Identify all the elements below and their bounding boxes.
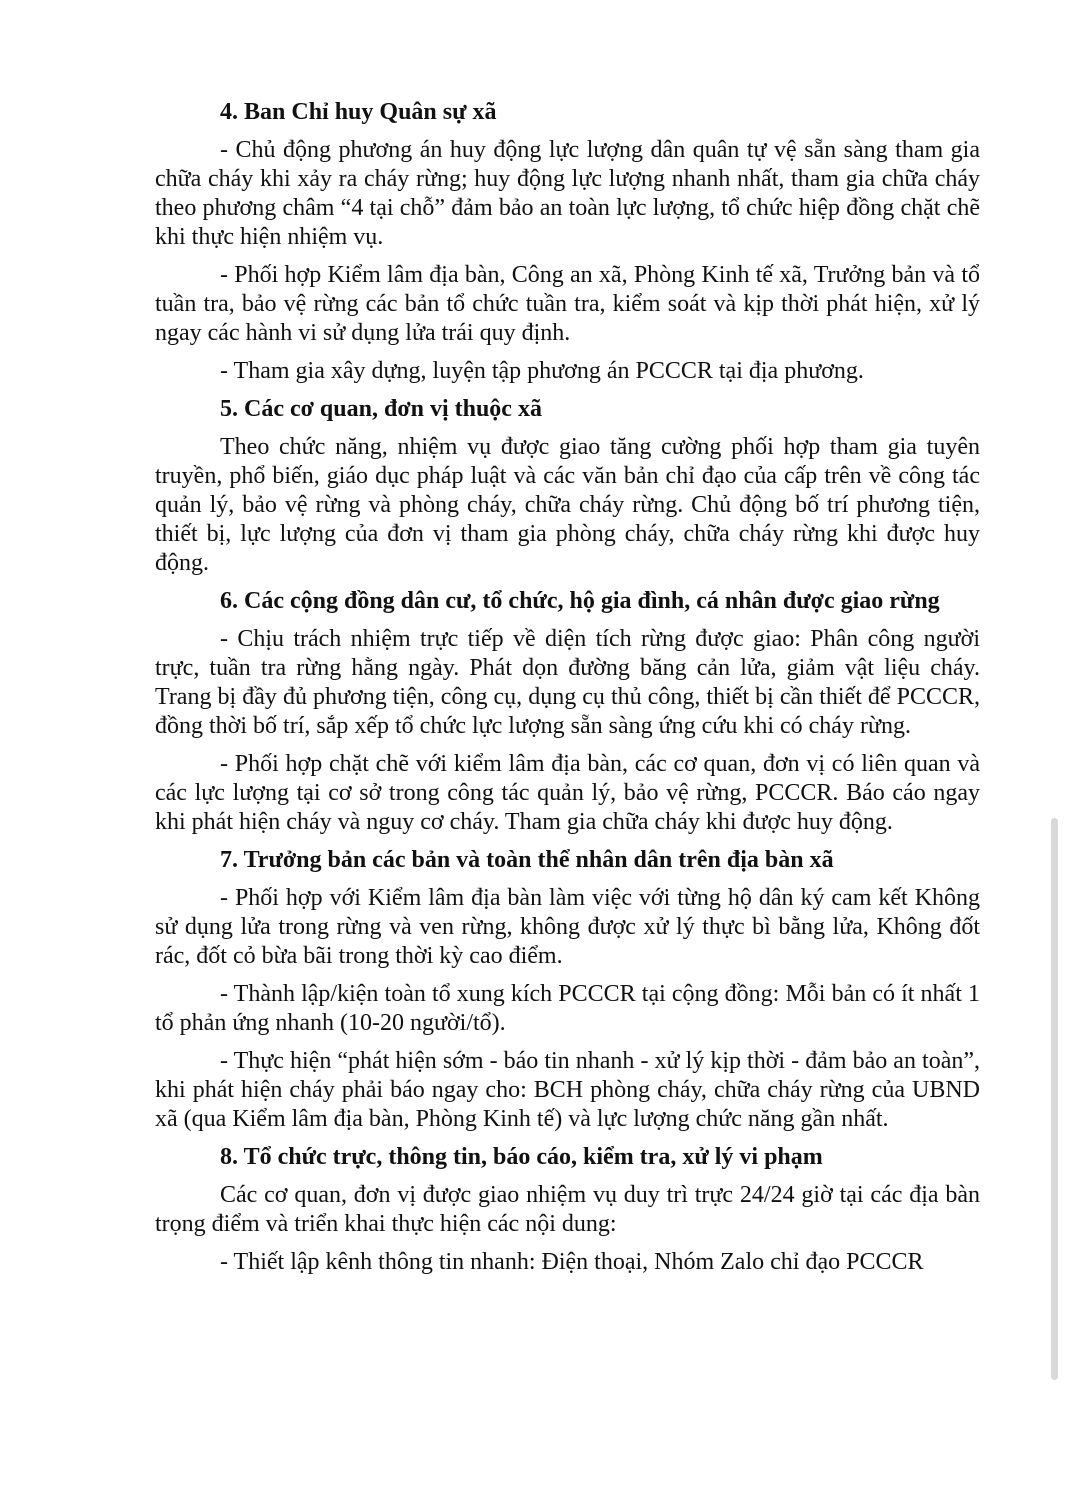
section-heading: 4. Ban Chỉ huy Quân sự xã [220, 99, 497, 125]
paragraph: Các cơ quan, đơn vị được giao nhiệm vụ duy trì trực 24/24 giờ tại các địa bàn trọng điểm và triển khai thực hiện các nội dung: [155, 1182, 980, 1237]
paragraph: Theo chức năng, nhiệm vụ được giao tăng cường phối hợp tham gia tuyên truyền, phổ biến, giáo dục pháp luật và các văn bản chỉ đạo của cấp trên về công tác quản lý, bảo vệ rừng và phòng cháy, chữa cháy rừng. Chủ động bố trí phương tiện, thiết bị, lực lượng của đơn vị tham gia phòng cháy, chữa cháy rừng khi được huy động. [155, 434, 980, 576]
paragraph: - Phối hợp chặt chẽ với kiểm lâm địa bàn, các cơ quan, đơn vị có liên quan và các lực lượng tại cơ sở trong công tác quản lý, bảo vệ rừng, PCCCR. Báo cáo ngay khi phát hiện cháy và nguy cơ cháy. Tham gia chữa cháy khi được huy động. [155, 751, 980, 835]
section-heading: 7. Trưởng bản các bản và toàn thể nhân dân trên địa bàn xã [220, 847, 834, 873]
vertical-scrollbar[interactable] [1051, 818, 1058, 1380]
paragraph: - Thành lập/kiện toàn tổ xung kích PCCCR tại cộng đồng: Mỗi bản có ít nhất 1 tổ phản ứng nhanh (10-20 người/tổ). [155, 981, 980, 1036]
paragraph: - Thực hiện “phát hiện sớm - báo tin nhanh - xử lý kịp thời - đảm bảo an toàn”, khi phát hiện cháy phải báo ngay cho: BCH phòng cháy, chữa cháy rừng của UBND xã (qua Kiểm lâm địa bàn, Phòng Kinh tế) và lực lượng chức năng gần nhất. [155, 1048, 980, 1132]
paragraph: - Phối hợp với Kiểm lâm địa bàn làm việc với từng hộ dân ký cam kết Không sử dụng lửa trong rừng và ven rừng, không được xử lý thực bì bằng lửa, Không đốt rác, đốt cỏ bừa bãi trong thời kỳ cao điểm. [155, 885, 980, 969]
paragraph: - Chủ động phương án huy động lực lượng dân quân tự vệ sẵn sàng tham gia chữa cháy khi xảy ra cháy rừng; huy động lực lượng nhanh nhất, tham gia chữa cháy theo phương châm “4 tại chỗ” đảm bảo an toàn lực lượng, tổ chức hiệp đồng chặt chẽ khi thực hiện nhiệm vụ. [155, 137, 980, 250]
section-heading: 8. Tổ chức trực, thông tin, báo cáo, kiểm tra, xử lý vi phạm [220, 1144, 823, 1170]
paragraph: - Tham gia xây dựng, luyện tập phương án PCCCR tại địa phương. [220, 358, 864, 384]
paragraph: - Phối hợp Kiểm lâm địa bàn, Công an xã, Phòng Kinh tế xã, Trưởng bản và tổ tuần tra, bảo vệ rừng các bản tổ chức tuần tra, kiểm soát và kịp thời phát hiện, xử lý ngay các hành vi sử dụng lửa trái quy định. [155, 262, 980, 346]
section-heading: 6. Các cộng đồng dân cư, tổ chức, hộ gia đình, cá nhân được giao rừng [220, 588, 940, 614]
paragraph: - Thiết lập kênh thông tin nhanh: Điện thoại, Nhóm Zalo chỉ đạo PCCCR [220, 1249, 924, 1275]
paragraph: - Chịu trách nhiệm trực tiếp về diện tích rừng được giao: Phân công người trực, tuần tra rừng hằng ngày. Phát dọn đường băng cản lửa, giảm vật liệu cháy. Trang bị đầy đủ phương tiện, công cụ, dụng cụ thủ công, thiết bị cần thiết để PCCCR, đồng thời bố trí, sắp xếp tổ chức lực lượng sẵn sàng ứng cứu khi có cháy rừng. [155, 626, 980, 739]
section-heading: 5. Các cơ quan, đơn vị thuộc xã [220, 396, 542, 422]
